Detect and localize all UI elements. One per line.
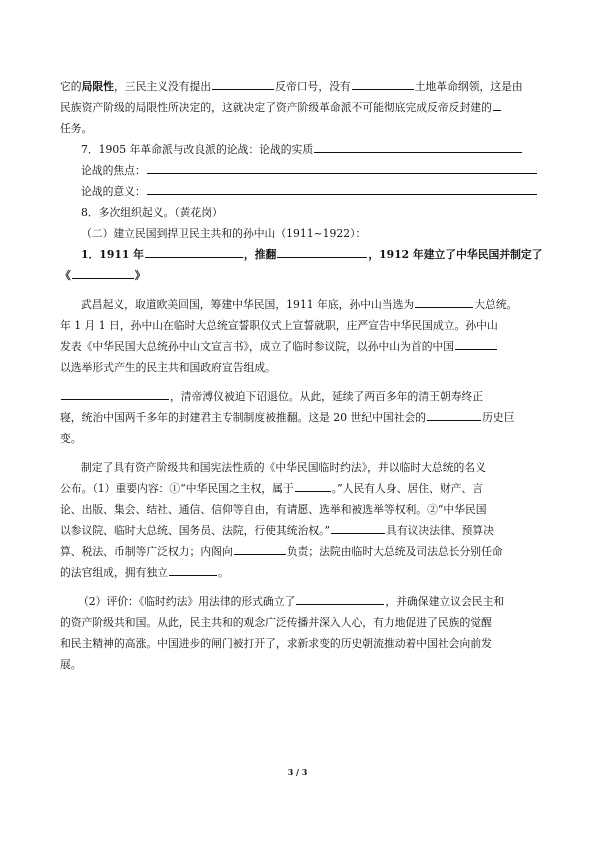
text: ，并确保建立议会民主和: [385, 595, 505, 608]
text: 寝，统治中国两千多年的封建君主专制制度被推翻。这是 20 世纪中国社会的: [60, 411, 427, 424]
text: 》: [134, 269, 146, 282]
paragraph-line: [60, 336, 546, 357]
blank-field[interactable]: [72, 267, 134, 279]
paragraph-line: [60, 76, 546, 97]
text: 公布。（1）重要内容：①“中华民国之主权，属于: [60, 482, 294, 495]
text: 发表《中华民国大总统孙中山文宣言书》，成立了临时参议院，以孙中山为首的中国: [60, 340, 455, 353]
document-body: [60, 76, 546, 675]
text: 算、税法、币制等广泛权力；内阁向: [60, 545, 233, 558]
paragraph-line: [60, 428, 546, 449]
text: （2）评价：《临时约法》用法律的形式确立了: [78, 595, 296, 608]
text: 大总统。: [474, 298, 518, 311]
text: 《: [60, 269, 71, 282]
paragraph-line: [60, 520, 546, 541]
text: 以参议院、临时大总统、国务员、法院，行使其统治权。”: [60, 524, 331, 537]
blank-field[interactable]: [61, 388, 169, 400]
text: 和民主精神的高涨。中国进步的闸门被打开了，求新求变的历史朝流推动着中国社会向前发: [60, 637, 492, 650]
text: ，1912 年建立了中华民国并制定了: [368, 248, 543, 261]
text: 变。: [60, 432, 82, 445]
item-1-line: [60, 244, 546, 265]
paragraph-line: [60, 357, 546, 378]
paragraph-line: [60, 386, 546, 407]
text: 论战的意义：: [81, 185, 146, 198]
text: 。”人民有人身、居住、财产、言: [331, 482, 484, 495]
section-heading: [60, 223, 546, 244]
blank-field[interactable]: [212, 78, 274, 90]
question-7-line: [60, 181, 546, 202]
paragraph-line: [60, 541, 546, 562]
text: ，推翻: [243, 248, 277, 261]
paragraph-line: [60, 315, 546, 336]
paragraph-line: [60, 612, 546, 633]
text: 负责；法院由临时大总统及司法总长分别任命: [286, 545, 503, 558]
question-7-line: [60, 139, 546, 160]
page-number: 3 / 3: [287, 767, 308, 777]
text: 它的: [60, 80, 82, 93]
blank-field[interactable]: [296, 593, 384, 605]
blank-field[interactable]: [147, 183, 537, 195]
text: 具有议决法律、预算决: [386, 524, 495, 537]
blank-field[interactable]: [415, 296, 473, 308]
paragraph-line: [60, 499, 546, 520]
paragraph-line: [60, 478, 546, 499]
blank-field[interactable]: [145, 246, 243, 258]
text: 论、出版、集会、结社、通信、信仰等自由，有请愿、选举和被选举等权利。②“中华民国: [60, 503, 487, 516]
paragraph-line: [60, 97, 546, 118]
text: 的法官组成，拥有独立: [60, 566, 168, 579]
paragraph-line: [60, 633, 546, 654]
text: 1．1911 年: [81, 248, 144, 261]
text: 展。: [60, 658, 82, 671]
paragraph-line: [60, 294, 546, 315]
text: （二）建立民国到捍卫民主共和的孙中山（1911~1922）：: [81, 227, 367, 240]
blank-field[interactable]: [331, 522, 385, 534]
question-7-line: [60, 160, 546, 181]
text: 历史巨: [482, 411, 515, 424]
paragraph-line: [60, 407, 546, 428]
text: 7．1905 年革命派与改良派的论战：论战的实质: [81, 143, 314, 156]
blank-field[interactable]: [277, 246, 367, 258]
text: 任务。: [60, 122, 93, 135]
text: 年 1 月 1 日，孙中山在临时大总统宣誓职仪式上宣誓就职，庄严宣告中华民国成立。孙中山: [60, 319, 498, 332]
text: 的资产阶级共和国。从此，民主共和的观念广泛传播并深入人心，有力地促进了民族的觉醒: [60, 616, 492, 629]
text: 民族资产阶级的局限性所决定的，这就决定了资产阶级革命派不可能彻底完成反帝反封建的: [60, 101, 492, 114]
paragraph-line: [60, 591, 546, 612]
emphasis-text: 局限性: [81, 80, 114, 93]
text: 8．多次组织起义。（黄花岗）: [81, 206, 223, 219]
text: 论战的焦点：: [81, 164, 146, 177]
text: 反帝口号，没有: [275, 80, 351, 93]
text: ，三民主义没有提出: [113, 80, 212, 93]
paragraph-line: [60, 654, 546, 675]
text: 。: [217, 566, 229, 579]
text: ，清帝溥仪被迫下诏退位。从此，延续了两百多年的清王朝寿终正: [170, 390, 484, 403]
blank-field[interactable]: [352, 78, 414, 90]
blank-field[interactable]: [427, 409, 481, 421]
text: 土地革命纲领，这是由: [414, 80, 523, 93]
blank-field[interactable]: [147, 162, 537, 174]
blank-field[interactable]: [314, 141, 522, 153]
blank-field[interactable]: [169, 564, 217, 576]
blank-field[interactable]: [493, 99, 501, 111]
blank-field[interactable]: [234, 543, 286, 555]
text: 制定了具有资产阶级共和国宪法性质的《中华民国临时约法》，并以临时大总统的名义: [81, 461, 486, 474]
question-8: [60, 202, 546, 223]
paragraph-line: [60, 118, 546, 139]
blank-field[interactable]: [295, 480, 331, 492]
paragraph-line: [60, 457, 546, 478]
paragraph-line: [60, 562, 546, 583]
text: 以选举形式产生的民主共和国政府宣告组成。: [60, 361, 276, 374]
item-1-line: [60, 265, 546, 286]
blank-field[interactable]: [455, 338, 497, 350]
text: 武昌起义，取道欧美回国，筹建中华民国，1911 年底，孙中山当选为: [81, 298, 415, 311]
